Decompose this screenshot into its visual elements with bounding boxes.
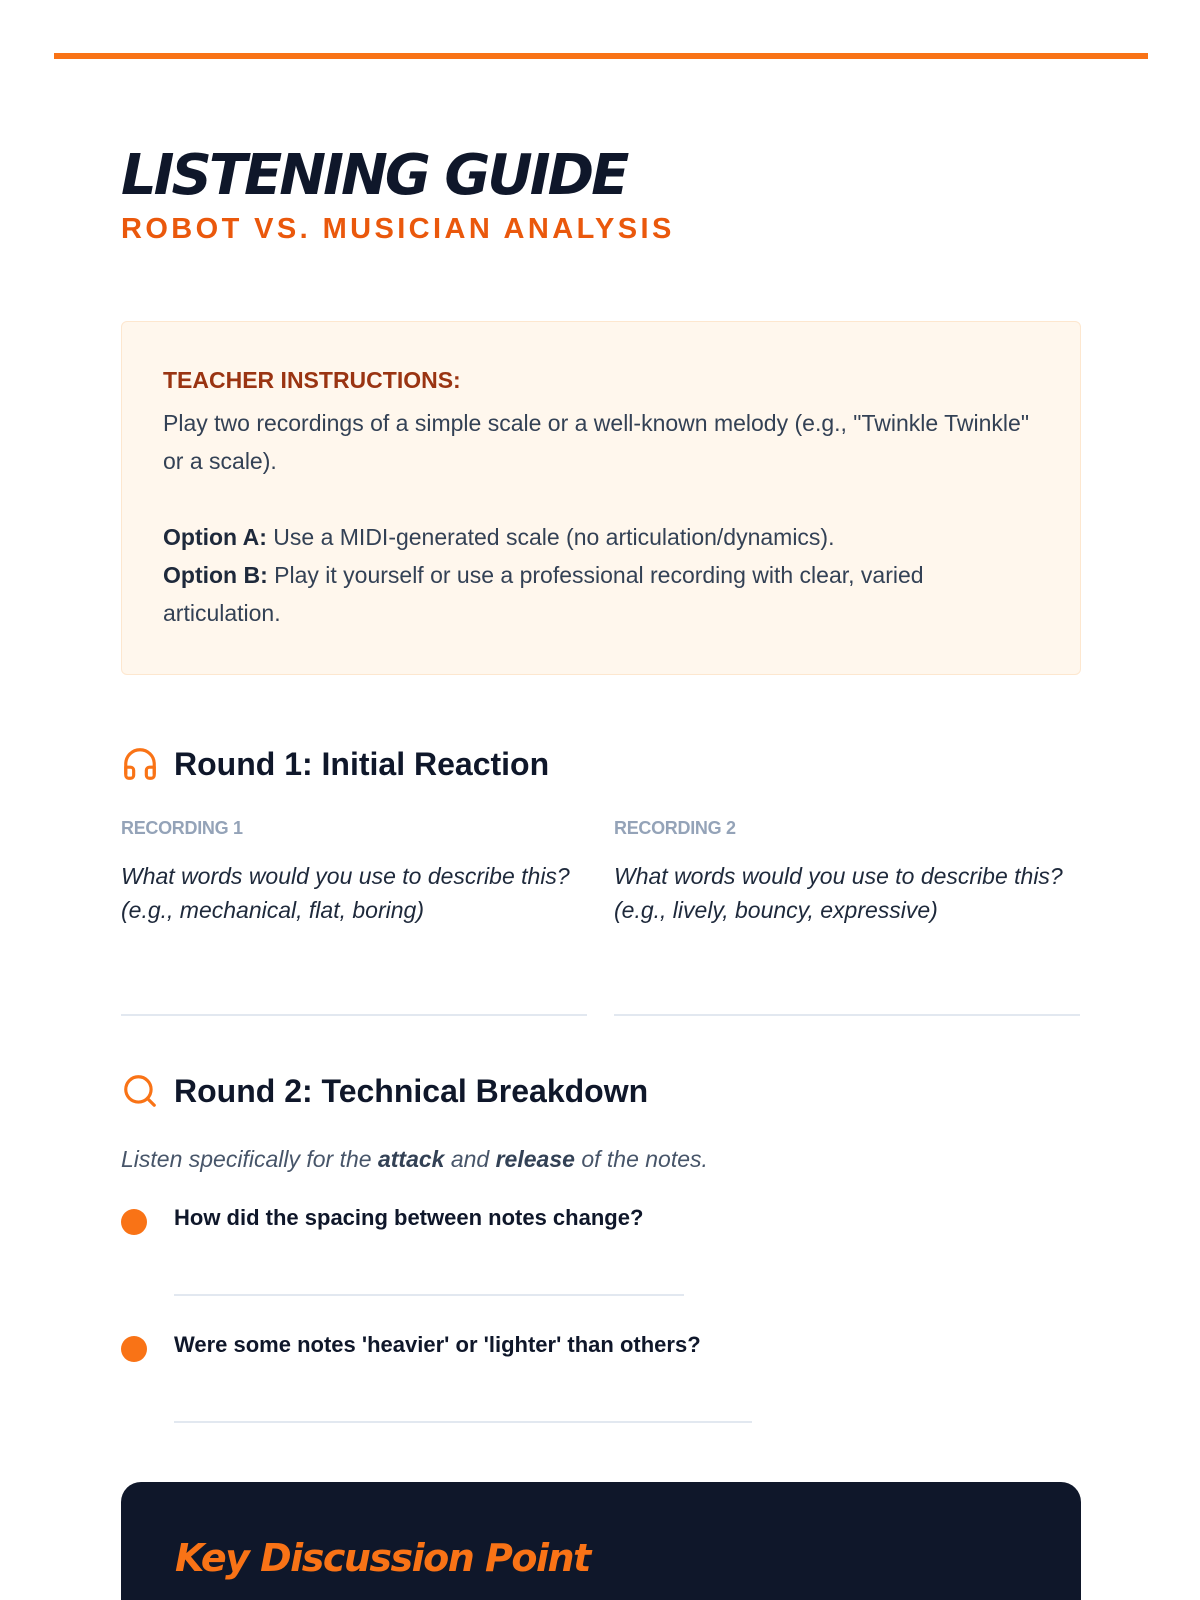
intro-release: release — [495, 1146, 575, 1172]
intro-text-pre: Listen specifically for the — [121, 1146, 372, 1172]
intro-text-mid: and — [450, 1146, 490, 1172]
option-b — [163, 556, 1040, 632]
bullet-dot-icon — [121, 1336, 147, 1362]
recording-2-column — [614, 818, 1080, 927]
answer-line[interactable] — [174, 1294, 684, 1296]
top-accent-rule — [54, 53, 1148, 59]
teacher-instructions-box — [121, 321, 1081, 675]
key-discussion-title: Key Discussion Point — [175, 1536, 590, 1580]
instructions-intro: Play two recordings of a simple scale or a well-known melody (e.g., "Twinkle Twinkle" or a scale). — [163, 410, 1029, 474]
recording-2-answer-line[interactable] — [614, 1014, 1080, 1016]
round1-title: Round 1: Initial Reaction — [174, 745, 550, 782]
option-b-text: Play it yourself or use a professional recording with clear, varied articulation. — [163, 562, 924, 626]
option-a-text: Use a MIDI-generated scale (no articulation/dynamics). — [273, 524, 835, 550]
instructions-body — [163, 404, 1040, 632]
page-title: LISTENING GUIDE — [121, 143, 627, 208]
recording-2-prompt: What words would you use to describe this? (e.g., lively, bouncy, expressive) — [614, 863, 1063, 923]
recording-2-label: RECORDING 2 — [614, 818, 736, 838]
question-text: Were some notes 'heavier' or 'lighter' than others? — [174, 1332, 701, 1357]
headphones-icon — [121, 745, 159, 783]
recording-1-column — [121, 818, 587, 927]
instructions-heading: TEACHER INSTRUCTIONS: — [163, 367, 461, 393]
round1-heading — [121, 745, 549, 783]
round2-intro — [121, 1146, 708, 1173]
page-subtitle: ROBOT VS. MUSICIAN ANALYSIS — [121, 213, 675, 245]
answer-line[interactable] — [174, 1421, 752, 1423]
intro-text-post: of the notes. — [581, 1146, 708, 1172]
key-discussion-box — [121, 1482, 1081, 1600]
search-icon — [121, 1072, 159, 1110]
option-b-label: Option B: — [163, 562, 268, 588]
round2-title: Round 2: Technical Breakdown — [174, 1072, 649, 1109]
bullet-dot-icon — [121, 1209, 147, 1235]
recording-1-label: RECORDING 1 — [121, 818, 243, 838]
recording-1-answer-line[interactable] — [121, 1014, 587, 1016]
round2-heading — [121, 1072, 648, 1110]
option-a — [163, 518, 1040, 556]
intro-attack: attack — [377, 1146, 445, 1172]
recording-1-prompt: What words would you use to describe this? (e.g., mechanical, flat, boring) — [121, 863, 570, 923]
option-a-label: Option A: — [163, 524, 267, 550]
question-text: How did the spacing between notes change? — [174, 1205, 644, 1230]
